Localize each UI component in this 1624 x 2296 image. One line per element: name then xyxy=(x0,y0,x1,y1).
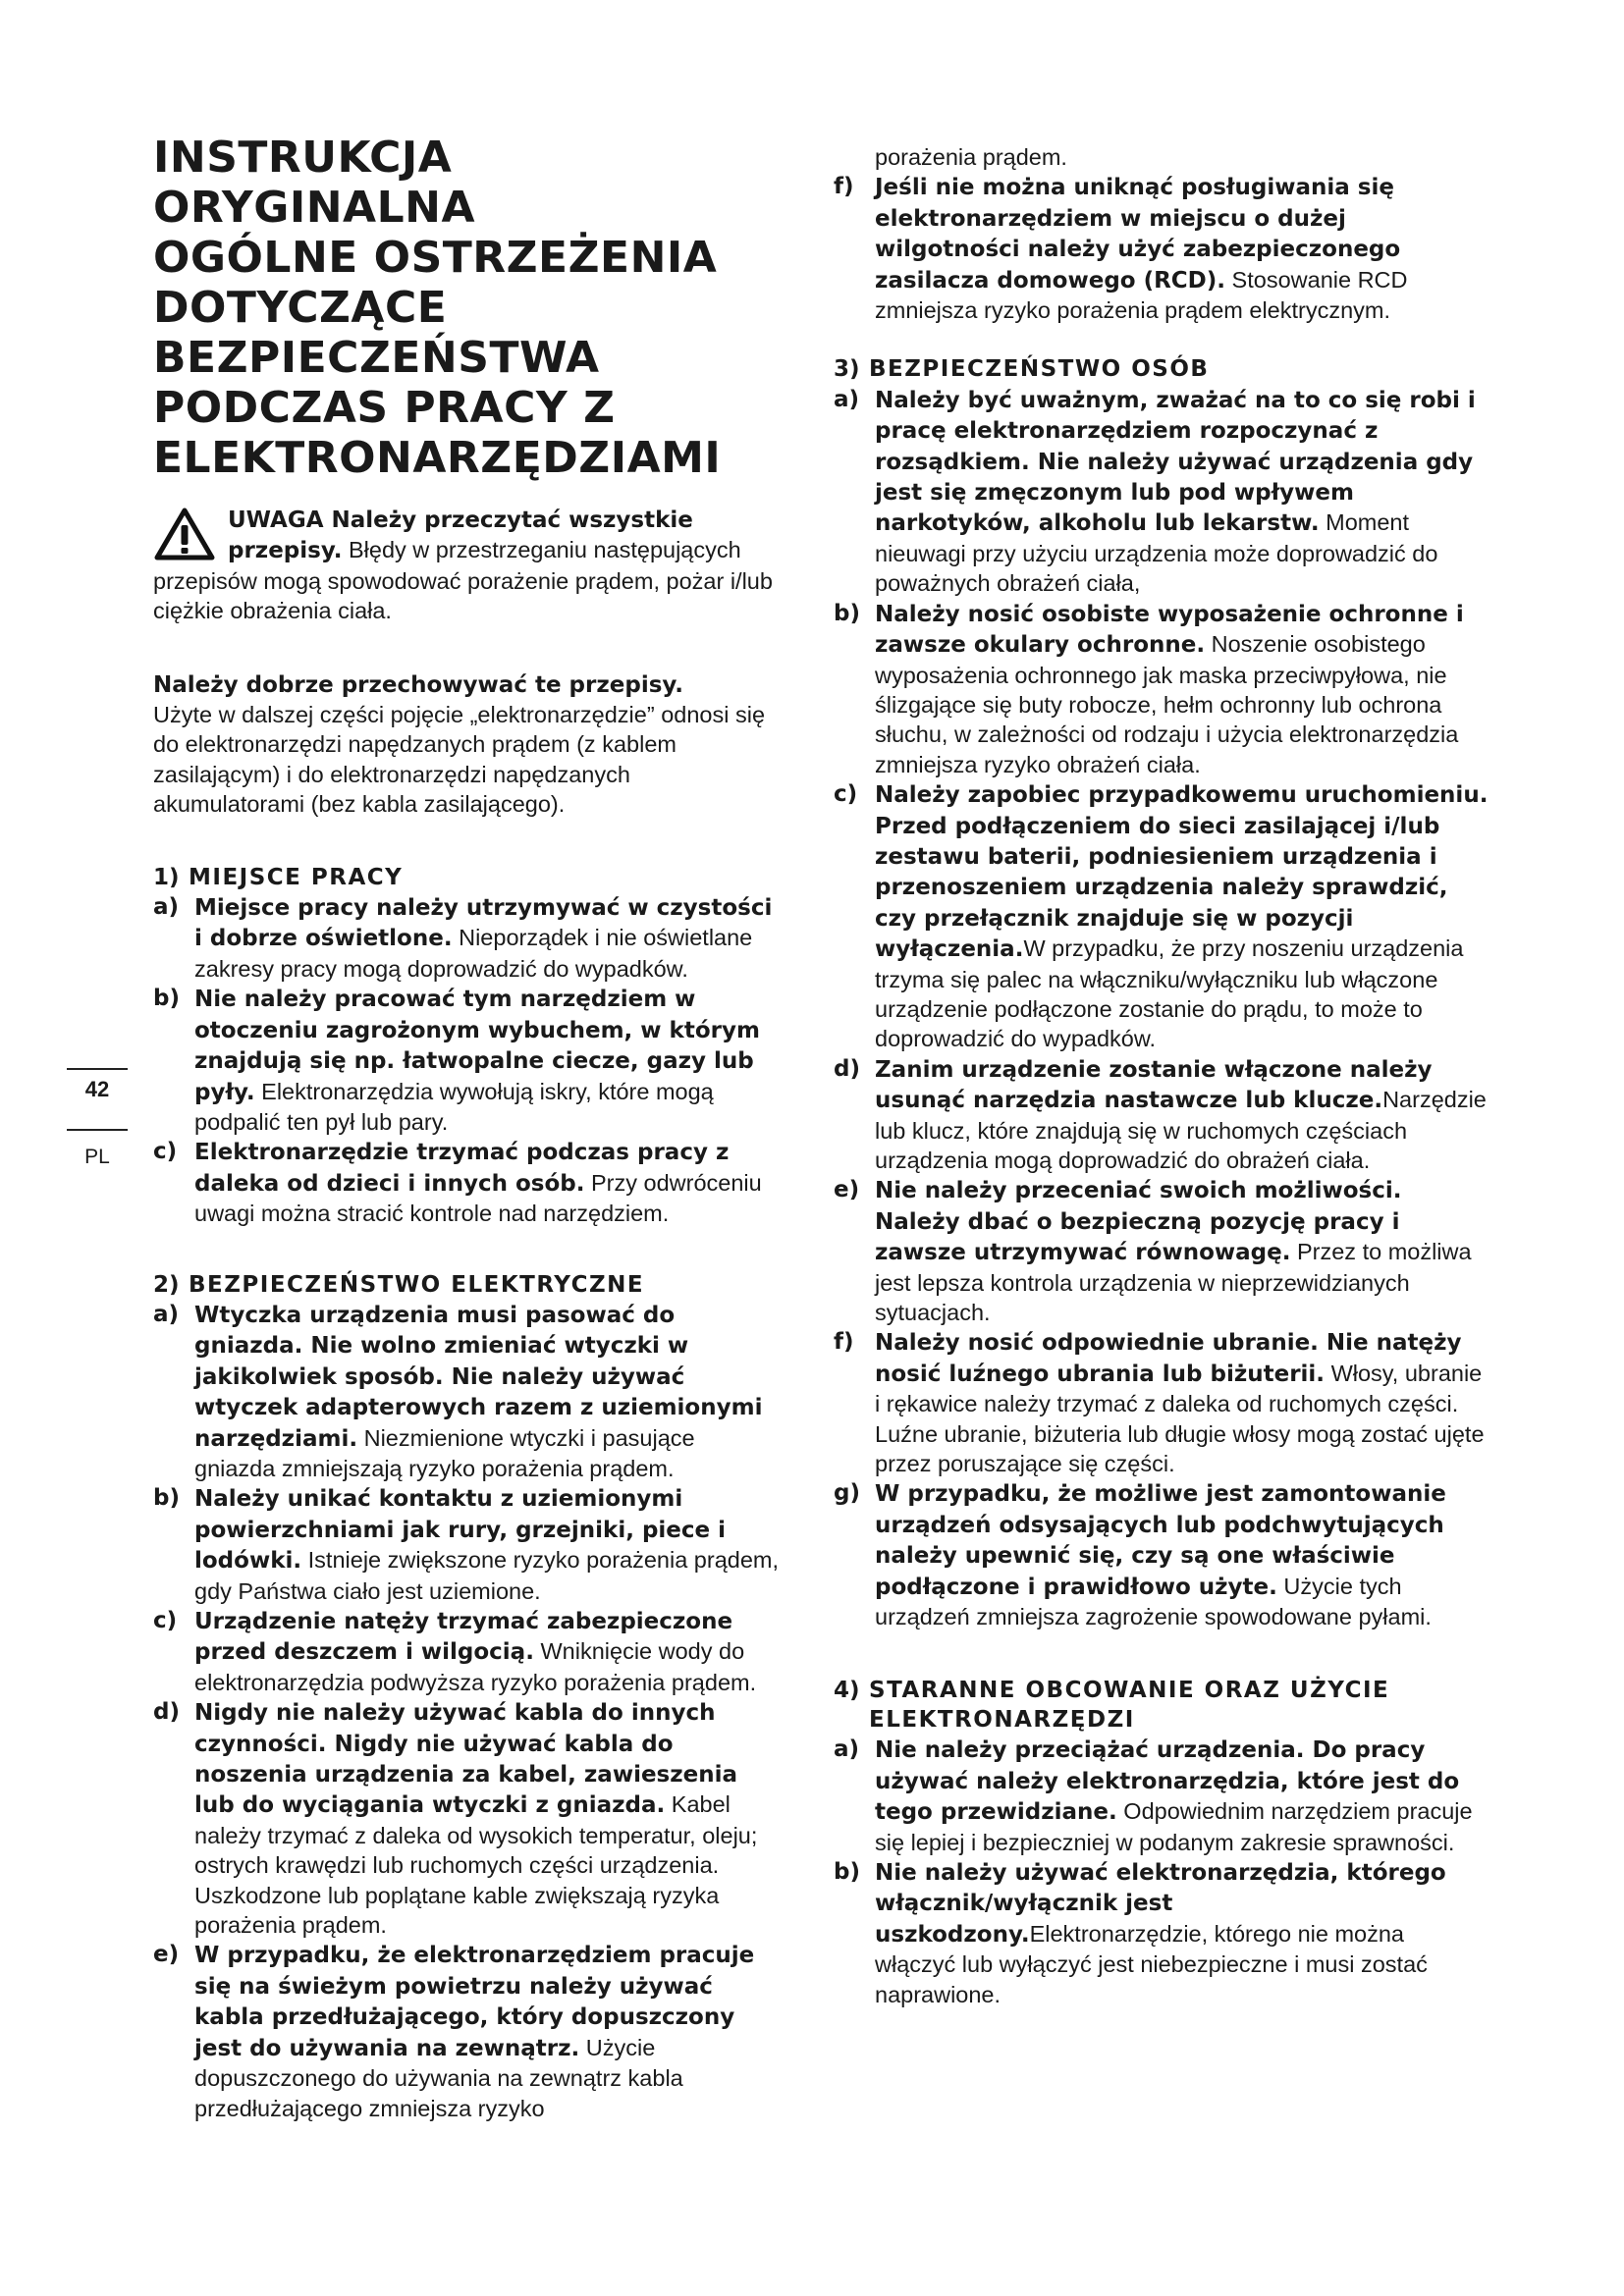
keep-instructions xyxy=(153,669,782,820)
list-item: b) Należy unikać kontaktu z uziemionymi powierzchniami jak rury, grzejniki, piece i lodówki. Istnieje zwiększone ryzyko porażenia prądem, gdy Państwa ciało jest uziemione. xyxy=(153,1485,780,1604)
list-item: e) W przypadku, że elektronarzędziem pracuje się na świeżym powietrzu należy używać kabla przedłużającego, który dopuszczony jest do używania na zewnątrz. Użycie dopuszczonego do używania na zewnątrz kabla przedłużającego zmniejsza ryzyko xyxy=(153,1942,755,2121)
keep-text: Użyte w dalszej części pojęcie „elektronarzędzie” odnosi się do elektronarzędzi napędzanych prądem (z kablem zasilającym) i do elektronarzędzi napędzanych akumulatorami (bez kabla zasilającego). xyxy=(153,702,766,818)
language-code: PL xyxy=(84,1146,110,1168)
title-line: ORYGINALNA xyxy=(153,183,476,233)
warning-block xyxy=(153,501,782,626)
title-line: BEZPIECZEŃSTWA xyxy=(153,333,600,383)
section-number: 3) xyxy=(834,356,860,383)
list-item: b) Należy nosić osobiste wyposażenie ochronne i zawsze okulary ochronne. Noszenie osobistego wyposażenia ochronnego jak maska przeciwpyłowa, nie ślizgające się buty robocze, hełm ochronny lub ochrona słuchu, w zależności od rodzaju i użycia elektronarzędzia zmniejsza ryzyko obrażeń ciała. xyxy=(834,600,1464,777)
section-title: BEZPIECZEŃSTWO OSÓB xyxy=(869,356,1210,383)
list-item: a) Wtyczka urządzenia musi pasować do gniazda. Nie wolno zmieniać wtyczki w jakikolwiek sposób. Nie należy używać wtyczek adapterowych razem z uziemionymi narzędziami. Niezmienione wtyczki i pasujące gniazda zmniejszają ryzyko porażenia prądem. xyxy=(153,1301,763,1481)
title-line: DOTYCZĄCE xyxy=(153,283,448,333)
list-item: a) Nie należy przeciążać urządzenia. Do pracy używać należy elektronarzędzia, które jest do tego przewidziane. Odpowiednim narzędziem pracuje się lepiej i bezpieczniej w podanym zakresie sprawności. xyxy=(834,1736,1473,1855)
list-item: c) Elektronarzędzie trzymać podczas pracy z daleka od dzieci i innych osób. Przy odwróceniu uwagi można stracić kontrole nad narzędziem. xyxy=(153,1139,762,1227)
list-item: a) Miejsce pracy należy utrzymywać w czystości i dobrze oświetlone. Nieporządek i nie oświetlane zakresy pracy mogą doprowadzić do wypadków. xyxy=(153,894,773,982)
right-column xyxy=(834,142,1489,2009)
section-electrical-safety xyxy=(153,1270,782,2123)
continued-text: porażenia prądem. xyxy=(875,144,1067,170)
title-line: PODCZAS PRACY Z xyxy=(153,383,616,433)
section-number: 1) xyxy=(153,864,180,890)
warning-triangle-icon xyxy=(153,507,216,561)
section-title: BEZPIECZEŃSTWO ELEKTRYCZNE xyxy=(189,1271,645,1298)
list-item: c) Urządzenie natęży trzymać zabezpieczone przed deszczem i wilgocią. Wniknięcie wody do elektronarzędzia podwyższa ryzyko porażenia prądem. xyxy=(153,1608,757,1695)
list-item: d) Zanim urządzenie zostanie włączone należy usunąć narzędzia nastawcze lub klucze.Narzędzie lub klucz, które znajdują się w ruchomych częściach urządzenia mogą doprowadzić do obrażeń ciała. xyxy=(834,1055,1487,1173)
page-number: 42 xyxy=(84,1077,110,1101)
keep-heading: Należy dobrze przechowywać te przepisy. xyxy=(153,671,684,698)
list-item: f) Należy nosić odpowiednie ubranie. Nie natęży nosić luźnego ubrania lub biżuterii. Włosy, ubranie i rękawice należy trzymać z daleka od ruchomych części. Luźne ubranie, biżuteria lub długie włosy mogą zostać ujęte przez poruszające się części. xyxy=(834,1329,1485,1477)
title-line: OGÓLNE OSTRZEŻENIA xyxy=(153,233,718,283)
margin-rule-top xyxy=(67,1068,128,1070)
page-title xyxy=(153,133,782,483)
list-item: a) Należy być uważnym, zważać na to co się robi i pracę elektronarzędziem rozpoczynać z rozsądkiem. Nie należy używać urządzenia gdy jest się zmęczonym lub pod wpływem narkotyków, alkoholu lub lekarstw. Moment nieuwagi przy użyciu urządzenia może doprowadzić do poważnych obrażeń ciała, xyxy=(834,386,1476,597)
warning-text: Błędy w przestrzeganiu następujących przepisów mogą spowodować porażenie prądem, pożar i/lub ciężkie obrażenia ciała. xyxy=(153,537,773,624)
list-item: c) Należy zapobiec przypadkowemu uruchomieniu. Przed podłączeniem do sieci zasilającej i/lub zestawu baterii, podniesieniem urządzenia i przenoszeniem urządzenia należy sprawdzić, czy przełącznik znajduje się w pozycji wyłączenia.W przypadku, że przy noszeniu urządzenia trzyma się palec na włączniku/wyłączniku lub włączone urządzenie podłączone zostanie do prądu, to może to doprowadzić do wypadków. xyxy=(834,781,1489,1052)
section-title: STARANNE OBCOWANIE ORAZ UŻYCIE ELEKTRONARZĘDZI xyxy=(869,1677,1390,1733)
left-column xyxy=(153,133,782,2123)
list-item: b) Nie należy używać elektronarzędzia, którego włącznik/wyłącznik jest uszkodzony.Elektronarzędzie, którego nie można włączyć lub wyłączyć jest niebezpieczne i musi zostać naprawione. xyxy=(834,1858,1446,2007)
section-title: MIEJSCE PRACY xyxy=(189,864,404,890)
title-line: ELEKTRONARZĘDZIAMI xyxy=(153,433,722,483)
section-number: 2) xyxy=(153,1271,180,1298)
title-line: INSTRUKCJA xyxy=(153,133,453,183)
section-work-area xyxy=(153,863,782,1229)
list-item: f) Jeśli nie można uniknąć posługiwania się elektronarzędziem w miejscu o dużej wilgotności należy użyć zabezpieczonego zasilacza domowego (RCD). Stosowanie RCD zmniejsza ryzyko porażenia prądem elektrycznym. xyxy=(834,174,1408,324)
section-personal-safety xyxy=(834,354,1489,1631)
section-number: 4) xyxy=(834,1677,860,1703)
margin-rule-bottom xyxy=(67,1129,128,1131)
list-item: d) Nigdy nie należy używać kabla do innych czynności. Nigdy nie używać kabla do noszenia urządzenia za kabel, zawieszenia lub do wyciągania wtyczki z gniazda. Kabel należy trzymać z daleka od wysokich temperatur, oleju; ostrych krawędzi lub ruchomych części urządzenia. Uszkodzone lub poplątane kable zwiększają ryzyka porażenia prądem. xyxy=(153,1699,758,1939)
list-item: g) W przypadku, że możliwe jest zamontowanie urządzeń odsysających lub podchwytujących należy upewnić się, czy są one właściwie podłączone i prawidłowo użyte. Użycie tych urządzeń zmniejsza zagrożenie spowodowane pyłami. xyxy=(834,1480,1446,1630)
list-item: b) Nie należy pracować tym narzędziem w otoczeniu zagrożonym wybuchem, w którym znajdują się np. łatwopalne ciecze, gazy lub pyły. Elektronarzędzia wywołują iskry, które mogą podpalić ten pył lub pary. xyxy=(153,986,760,1135)
list-item: e) Nie należy przeceniać swoich możliwości. Należy dbać o bezpieczną pozycję pracy i zawsze utrzymywać równowagę. Przez to możliwa jest lepsza kontrola urządzenia w nieprzewidzianych sytuacjach. xyxy=(834,1177,1472,1326)
warning-heading: UWAGA Należy przeczytać wszystkie przepisy. xyxy=(228,507,693,564)
section-tool-use-and-care xyxy=(834,1676,1489,2009)
